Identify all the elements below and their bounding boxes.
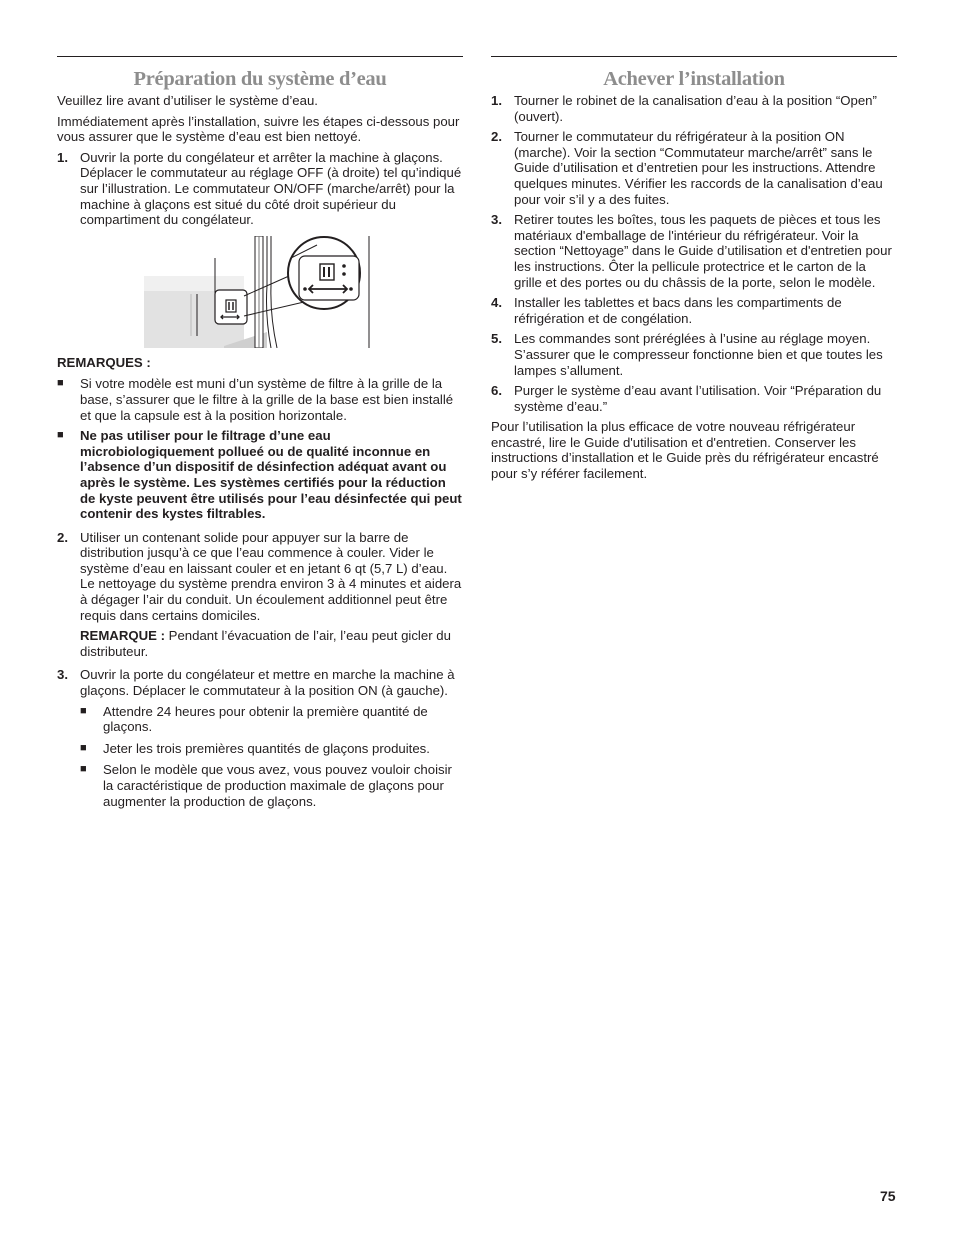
section-rule-right	[491, 56, 897, 57]
step-5	[491, 331, 897, 378]
step-text: Ouvrir la porte du congélateur et arrêter la machine à glaçons. Déplacer le commutateur au réglage OFF (à droite) tel qu’indiqué sur l’illustration. Le commutateur ON/OFF (marche/arrêt) pour la machine à glaçons est situé du côté droit supérieur du compartiment du congélateur.	[80, 149, 462, 228]
section-title-water-system: Préparation du système d’eau	[133, 68, 387, 90]
bullet-square-icon: ■	[57, 377, 64, 390]
page-number: 75	[880, 1188, 896, 1204]
ice-maker-switch-illustration	[57, 236, 463, 348]
step-number: 2.	[57, 529, 68, 545]
bullet-text: Selon le modèle que vous avez, vous pouvez vouloir choisir la caractéristique de production maximale de glaçons pour augmenter la production de glaçons.	[103, 762, 452, 809]
note-label: REMARQUE :	[80, 628, 165, 644]
step-number: 1.	[57, 149, 68, 165]
bullet-square-icon: ■	[57, 429, 64, 442]
step-2-note	[80, 628, 463, 659]
closing-paragraph: Pour l’utilisation la plus efficace de votre nouveau réfrigérateur encastré, lire le Guide d'utilisation et d'entretien. Conserver les instructions d’installation et le Guide près du réfrigérateur encastré pour s’y référer facilement.	[491, 419, 879, 482]
note-text: Pendant l’évacuation de l’air, l’eau peut gicler du distributeur.	[80, 628, 451, 659]
step-number: 6.	[491, 383, 502, 399]
step-3-bullet	[80, 762, 463, 809]
step-number: 4.	[491, 295, 502, 311]
step-text: Ouvrir la porte du congélateur et mettre en marche la machine à glaçons. Déplacer le commutateur à la position ON (à gauche).	[80, 667, 455, 699]
step-1	[491, 93, 897, 124]
step-text: Installer les tablettes et bacs dans les compartiments de réfrigération et de congélation.	[514, 295, 842, 326]
step-3-bullet	[80, 741, 463, 757]
step-2	[491, 129, 897, 207]
left-content	[57, 93, 463, 815]
step-text: Tourner le robinet de la canalisation d’eau à la position “Open” (ouvert).	[514, 93, 877, 124]
step-2	[57, 530, 463, 624]
intro-read-before: Veuillez lire avant d’utiliser le système d’eau.	[57, 93, 318, 108]
step-text: Purger le système d’eau avant l’utilisation. Voir “Préparation du système d’eau.”	[514, 383, 882, 414]
step-number: 1.	[491, 93, 502, 108]
step-number: 3.	[57, 667, 68, 683]
step-3-bullet	[80, 704, 463, 735]
ice-maker-switch-drawing	[139, 236, 379, 348]
intro-instructions: Immédiatement après l’installation, suivre les étapes ci-dessous pour vous assurer que le système d’eau est bien nettoyé.	[57, 113, 460, 145]
step-6	[491, 383, 897, 414]
note-filter-grille	[57, 376, 463, 423]
step-number: 5.	[491, 331, 502, 347]
section-rule-left	[57, 56, 463, 57]
step-number: 3.	[491, 212, 502, 228]
step-text: Tourner le commutateur du réfrigérateur à la position ON (marche). Voir la section “Commutateur marche/arrêt” sans le Guide d’utilisation et d’entretien pour les instructions. Attendre quelques minutes. Vérifier les raccords de la canalisation d’eau pour voir s’il y a des fuites.	[514, 129, 883, 207]
note-text: Si votre modèle est muni d’un système de filtre à la grille de la base, s’assurer que le filtre à la grille de la base est bien installé et que la capsule est à la position horizontale.	[80, 376, 454, 423]
note-warning	[57, 428, 463, 522]
bullet-text: Attendre 24 heures pour obtenir la première quantité de glaçons.	[103, 703, 428, 735]
step-text: Utiliser un contenant solide pour appuyer sur la barre de distribution jusqu’à ce que l’eau commence à couler. Vider le système d’eau en laissant couler et en jetant 6 qt (5,7 L) d’eau. Le nettoyage du système prendra environ 3 à 4 minutes et aidera à dégager l’air du conduit. Un écoulement additionnel peut être requis dans certains domiciles.	[80, 529, 462, 623]
bullet-square-icon: ■	[80, 763, 87, 776]
remarques-heading: REMARQUES :	[57, 354, 151, 370]
step-3	[57, 667, 463, 698]
bullet-square-icon: ■	[80, 704, 87, 717]
right-content	[491, 93, 897, 487]
step-text: Retirer toutes les boîtes, tous les paquets de pièces et tous les matériaux d'emballage de l'intérieur du réfrigérateur. Voir la section “Nettoyage” dans le Guide d’utilisation et d'entretien pour les instructions. Ôter la pellicule protectrice et le carton de la grille et des portes ou du châssis de la porte, selon le modèle.	[514, 212, 892, 290]
step-1	[57, 150, 463, 228]
step-4	[491, 295, 897, 326]
bullet-square-icon: ■	[80, 741, 87, 754]
note-text: Ne pas utiliser pour le filtrage d’une eau microbiologiquement pollueé ou de qualité inconnue en l’absence d’un dispositif de désinfection adéquat avant ou après le système. Les systèmes certifiés pour la réduction de kyste peuvent être utilisés pour l’eau désinfectée qui peut contenir des kystes filtrables.	[80, 428, 462, 522]
step-number: 2.	[491, 129, 502, 145]
section-title-complete-installation: Achever l’installation	[603, 68, 785, 90]
bullet-text: Jeter les trois premières quantités de glaçons produites.	[103, 740, 430, 756]
step-text: Les commandes sont préréglées à l’usine au réglage moyen. S’assurer que le compresseur fonctionne bien et que toutes les lampes s’allument.	[514, 331, 883, 378]
step-3	[491, 212, 897, 290]
